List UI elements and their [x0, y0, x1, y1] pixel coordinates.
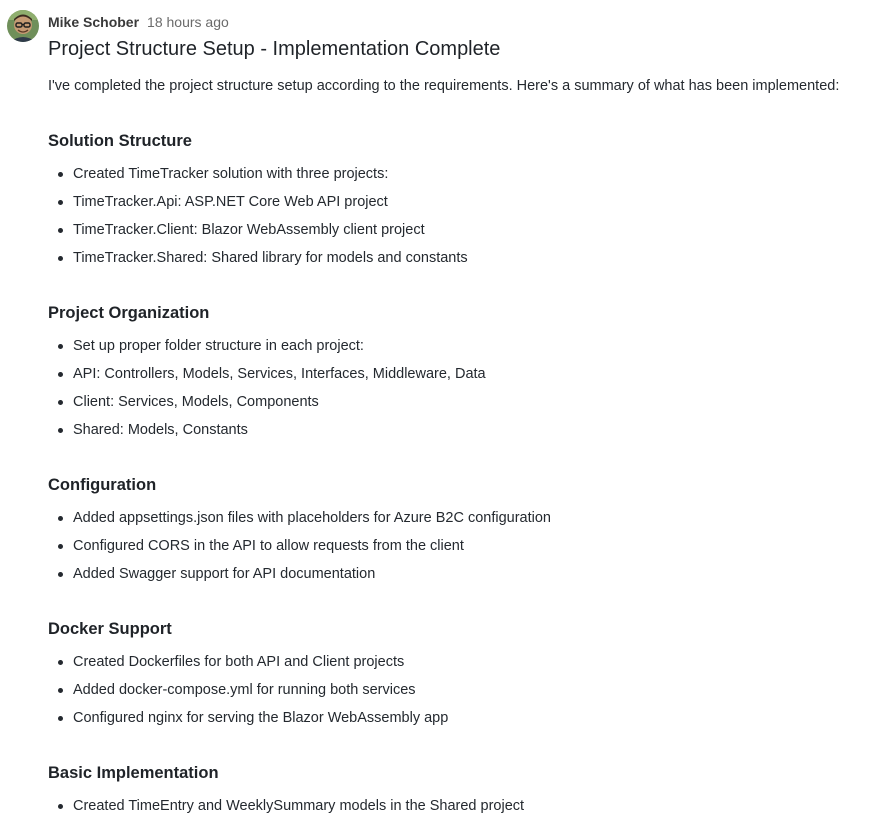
list-item-text: Added appsettings.json files with placeholders for Azure B2C configuration — [73, 510, 551, 526]
bullet-icon — [58, 172, 63, 177]
list-item — [48, 364, 878, 392]
list-item-text: Set up proper folder structure in each project: — [73, 338, 364, 354]
list-item-text: API: Controllers, Models, Services, Interfaces, Middleware, Data — [73, 366, 486, 382]
author-name[interactable]: Mike Schober — [48, 14, 140, 30]
section-docker-support — [48, 618, 878, 724]
list-item — [48, 536, 878, 564]
bullet-icon — [58, 200, 63, 205]
bullet-icon — [58, 400, 63, 405]
list-item-text: Added Swagger support for API documentation — [73, 566, 376, 582]
list-item — [48, 248, 878, 276]
list-item — [48, 564, 878, 592]
list-item — [48, 192, 878, 220]
list-item — [48, 392, 878, 420]
bullet-icon — [58, 428, 63, 433]
bullet-icon — [58, 372, 63, 377]
section-basic-implementation — [48, 762, 878, 812]
list-item — [48, 708, 878, 736]
list-item-text: TimeTracker.Api: ASP.NET Core Web API project — [73, 194, 388, 210]
section-heading: Configuration — [48, 476, 157, 494]
list-item — [48, 220, 878, 248]
section-solution-structure — [48, 130, 878, 264]
comment-meta — [48, 14, 229, 32]
list-item-text: TimeTracker.Shared: Shared library for models and constants — [73, 250, 468, 266]
section-heading: Docker Support — [48, 620, 172, 638]
bullet-list — [48, 652, 878, 736]
bullet-icon — [58, 344, 63, 349]
bullet-list — [48, 796, 878, 824]
list-item-text: Added docker-compose.yml for running both services — [73, 682, 416, 698]
bullet-list — [48, 508, 878, 592]
list-item — [48, 680, 878, 708]
bullet-icon — [58, 660, 63, 665]
list-item — [48, 336, 878, 364]
list-item-text: Configured CORS in the API to allow requests from the client — [73, 538, 464, 554]
section-heading: Solution Structure — [48, 132, 192, 150]
bullet-list — [48, 336, 878, 448]
comment-title: Project Structure Setup - Implementation Complete — [48, 38, 501, 60]
list-item-text: Created TimeTracker solution with three projects: — [73, 166, 389, 182]
bullet-icon — [58, 228, 63, 233]
list-item-text: Client: Services, Models, Components — [73, 394, 319, 410]
timestamp[interactable]: 18 hours ago — [147, 14, 229, 30]
list-item — [48, 508, 878, 536]
list-item — [48, 164, 878, 192]
list-item — [48, 652, 878, 680]
bullet-icon — [58, 256, 63, 261]
list-item — [48, 420, 878, 448]
comment-intro: I've completed the project structure setup according to the requirements. Here's a summary of what has been implemented: — [48, 78, 840, 94]
bullet-icon — [58, 516, 63, 521]
list-item — [48, 796, 878, 824]
section-configuration — [48, 474, 878, 580]
bullet-icon — [58, 716, 63, 721]
bullet-icon — [58, 688, 63, 693]
bullet-icon — [58, 804, 63, 809]
list-item-text: TimeTracker.Client: Blazor WebAssembly client project — [73, 222, 425, 238]
section-heading: Project Organization — [48, 304, 210, 322]
section-project-organization — [48, 302, 878, 436]
bullet-list — [48, 164, 878, 276]
bullet-icon — [58, 572, 63, 577]
list-item-text: Shared: Models, Constants — [73, 422, 248, 438]
section-heading: Basic Implementation — [48, 764, 219, 782]
list-item-text: Created TimeEntry and WeeklySummary models in the Shared project — [73, 798, 525, 814]
bullet-icon — [58, 544, 63, 549]
list-item-text: Created Dockerfiles for both API and Client projects — [73, 654, 405, 670]
list-item-text: Configured nginx for serving the Blazor WebAssembly app — [73, 710, 449, 726]
avatar[interactable] — [7, 10, 39, 42]
